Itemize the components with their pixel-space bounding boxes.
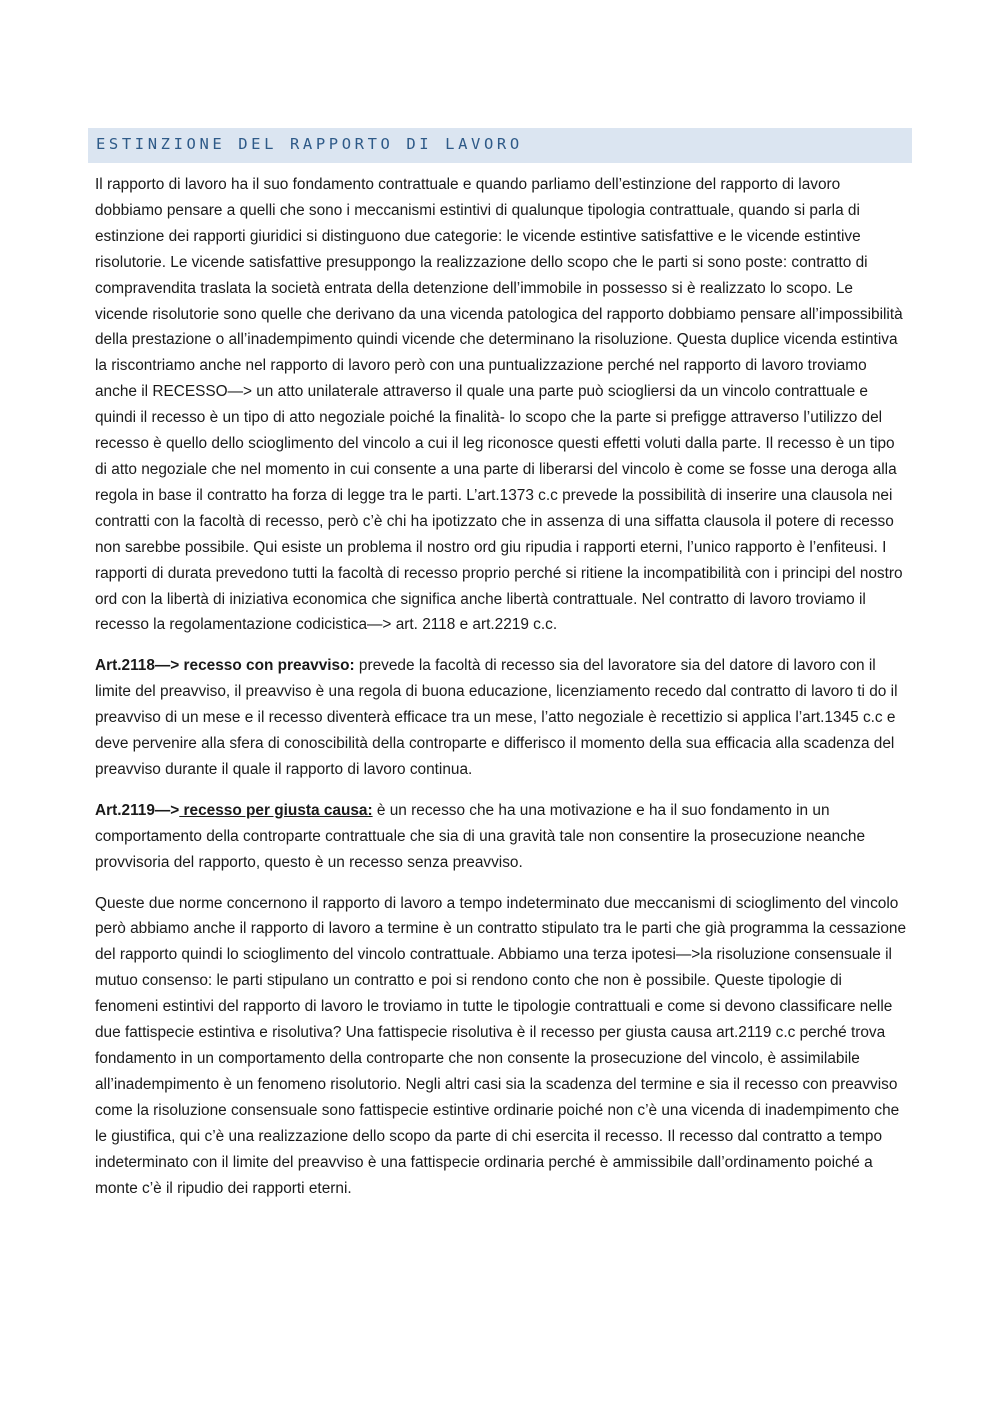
art-2119-underlined-label: recesso per giusta causa: xyxy=(179,801,373,819)
document-body xyxy=(95,172,907,1216)
section-heading-bar xyxy=(88,128,912,163)
paragraph-art-2119 xyxy=(95,798,907,876)
section-heading: ESTINZIONE DEL RAPPORTO DI LAVORO xyxy=(96,135,523,153)
art-2119-label: Art.2119—> xyxy=(95,801,180,819)
paragraph-art-2118 xyxy=(95,653,907,783)
art-2118-text: prevede la facoltà di recesso sia del lavoratore sia del datore di lavoro con il limite del preavviso, il preavviso è una regola di buona educazione, licenziamento recedo dal contratto di lavoro ti do il preavviso di un mese e il recesso diventerà efficace tra un mese, l’atto negoziale è recettizio si applica l’art.1345 c.c e deve pervenire alla sfera di conoscibilità della controparte e differisco il momento della sua efficacia alla scadenza del preavviso durante il quale il rapporto di lavoro continua. xyxy=(95,657,898,778)
paragraph-intro: Il rapporto di lavoro ha il suo fondamento contrattuale e quando parliamo dell’estinzione del rapporto di lavoro dobbiamo pensare a quelli che sono i meccanismi estintivi di qualunque tipologia contrattuale, quando si parla di estinzione dei rapporti giuridici si distinguono due categorie: le vicende estintive satisfattive e le vicende estintive risolutorie. Le vicende satisfattive presuppongo la realizzazione dello scopo che le parti si sono poste: contratto di compravendita traslata la società entrata della detenzione dell’immobile in possesso si è realizzato lo scopo. Le vicende risolutorie sono quelle che derivano da una vicenda patologica del rapporto dobbiamo pensare all’impossibilità della prestazione o all’inadempimento quindi vicende che determinano la risoluzione. Questa duplice vicenda estintiva la riscontriamo anche nel rapporto di lavoro però con una puntualizzazione perché nel rapporto di lavoro troviamo anche il RECESSO—> un atto unilaterale attraverso il quale una parte può sciogliersi da un vincolo contrattuale e quindi il recesso è un tipo di atto negoziale poiché la finalità- lo scopo che la parte si prefigge attraverso l’utilizzo del recesso è quello dello scioglimento del vincolo a cui il leg riconosce questi effetti voluti dalla parte. Il recesso è un tipo di atto negoziale che nel momento in cui consente a una parte di liberarsi del vincolo è come se fosse una deroga alla regola in base il contratto ha forza di legge tra le parti. L’art.1373 c.c prevede la possibilità di inserire una clausola nei contratti con la facoltà di recesso, però c’è chi ha ipotizzato che in assenza di una siffatta clausola il potere di recesso non sarebbe possibile. Qui esiste un problema il nostro ord giu ripudia i rapporti eterni, l’unico rapporto è l’enfiteusi. I rapporti di durata prevedono tutti la facoltà di recesso proprio perché si ritiene la incompatibilità con i principi del nostro ord con la libertà di iniziativa economica che significa anche libertà contrattuale. Nel contratto di lavoro troviamo il recesso la regolamentazione codicistica—> art. 2118 e art.2219 c.c. xyxy=(95,176,903,634)
art-2118-label: Art.2118—> recesso con preavviso: xyxy=(95,657,355,675)
art-2119-text: è un recesso che ha una motivazione e ha il suo fondamento in un comportamento della controparte contrattuale che sia di una gravità tale non consentire la prosecuzione neanche provvisoria del rapporto, questo è un recesso senza preavviso. xyxy=(95,801,866,871)
paragraph-conclusion: Queste due norme concernono il rapporto di lavoro a tempo indeterminato due meccanismi di scioglimento del vincolo però abbiamo anche il rapporto di lavoro a termine è un contratto stipulato tra le parti che già programma la cessazione del rapporto quindi lo scioglimento del vincolo contrattuale. Abbiamo una terza ipotesi—>la risoluzione consensuale il mutuo consenso: le parti stipulano un contratto e poi si rendono conto che non è possibile. Queste tipologie di fenomeni estintivi del rapporto di lavoro le troviamo in tutte le tipologie contrattuali e come si devono classificare nelle due fattispecie estintiva e risolutiva? Una fattispecie risolutiva è il recesso per giusta causa art.2119 c.c perché trova fondamento in un comportamento della controparte che non consente la prosecuzione del vincolo, è assimilabile all’inadempimento è un fenomeno risolutorio. Negli altri casi sia la scadenza del termine e sia il recesso con preavviso come la risoluzione consensuale sono fattispecie estintive ordinarie poiché non c’è una vicenda di inadempimento che le giustifica, qui c’è una realizzazione dello scopo da parte di chi esercita il recesso. Il recesso dal contratto a tempo indeterminato con il limite del preavviso è una fattispecie ordinaria perché è ammissibile dall’ordinamento poiché a monte c’è il ripudio dei rapporti eterni. xyxy=(95,894,907,1197)
